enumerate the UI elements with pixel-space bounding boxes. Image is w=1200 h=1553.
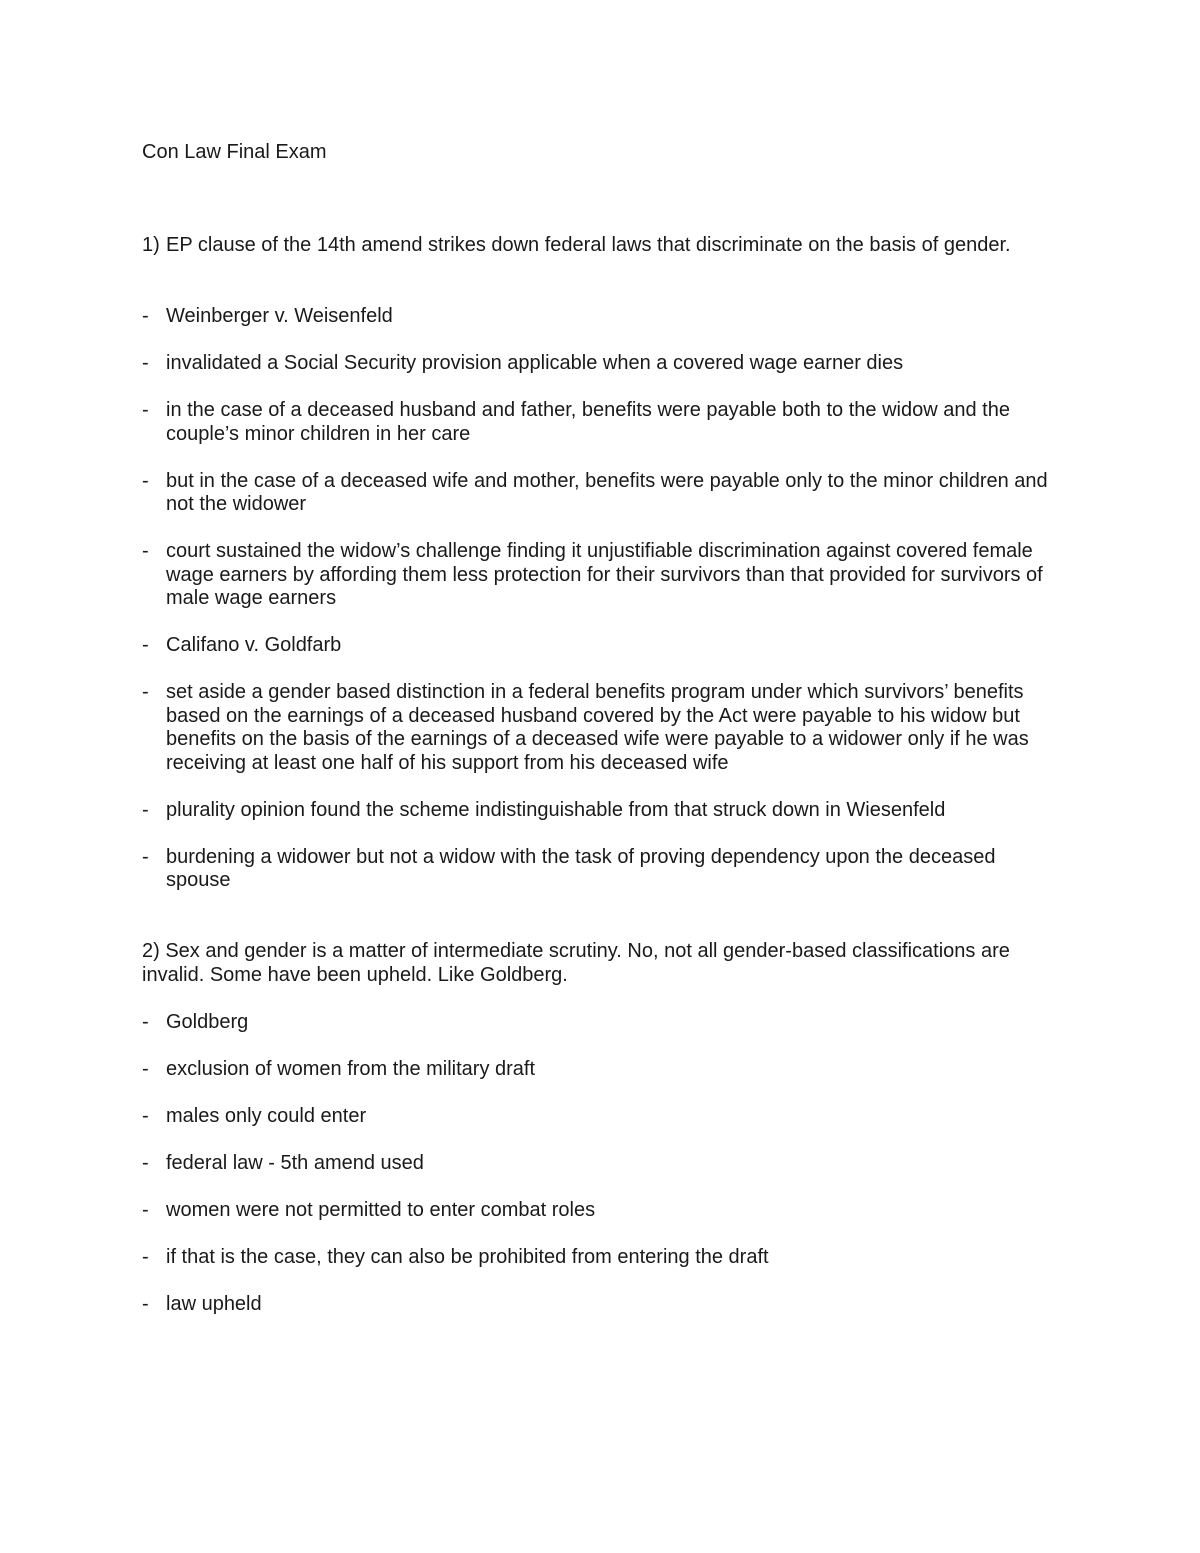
list-item — [142, 799, 1062, 823]
list-item — [142, 540, 1062, 611]
dash-marker: - — [142, 399, 149, 421]
dash-marker: - — [142, 798, 149, 821]
question-1-text: EP clause of the 14th amend strikes down federal laws that discriminate on the basis of gender. — [166, 234, 1011, 256]
question-1-number: 1) — [142, 234, 160, 256]
dash-marker: - — [142, 352, 149, 374]
dash-marker: - — [142, 845, 149, 868]
question-1 — [142, 234, 1042, 258]
dash-marker: - — [142, 540, 149, 562]
list-item — [142, 1199, 1062, 1223]
dash-marker: - — [142, 469, 149, 492]
list-item — [142, 1246, 1062, 1270]
dash-marker: - — [142, 681, 149, 703]
list-item — [142, 305, 1062, 329]
list-item-text: law upheld — [166, 1293, 262, 1315]
list-item — [142, 1058, 1062, 1082]
list-item-text: set aside a gender based distinction in a federal benefits program under which survivors’ benefits based on the earnings of a deceased husband covered by the Act were payable to his widow but benefits on the basis of the earnings of a deceased wife were payable to a widower only if he was receiving at least one half of his support from his deceased wife — [166, 681, 1029, 774]
dash-marker: - — [142, 1058, 149, 1080]
list-item — [142, 1011, 1062, 1035]
list-item — [142, 352, 1062, 376]
document-title: Con Law Final Exam — [142, 141, 327, 163]
list-item-text: exclusion of women from the military draft — [166, 1058, 536, 1080]
list-item — [142, 846, 1062, 893]
section-2-bullet-list — [142, 1011, 1062, 1317]
list-item-text: Goldberg — [166, 1011, 249, 1033]
list-item — [142, 1105, 1062, 1129]
dash-marker: - — [142, 1293, 149, 1315]
list-item-text: but in the case of a deceased wife and mother, benefits were payable only to the minor children and not the widower — [166, 469, 1048, 515]
list-item-text: in the case of a deceased husband and father, benefits were payable both to the widow and the couple’s minor children in her care — [166, 399, 1010, 445]
list-item-text: if that is the case, they can also be prohibited from entering the draft — [166, 1246, 769, 1268]
list-item — [142, 470, 1062, 517]
list-item-text: court sustained the widow’s challenge finding it unjustifiable discrimination against covered female wage earners by affording them less protection for their survivors than that provided for survivors of male wage earners — [166, 540, 1043, 609]
dash-marker: - — [142, 1105, 149, 1127]
dash-marker: - — [142, 1011, 149, 1033]
list-item — [142, 681, 1062, 775]
list-item — [142, 399, 1062, 446]
dash-marker: - — [142, 634, 149, 656]
list-item — [142, 1152, 1062, 1176]
dash-marker: - — [142, 1246, 149, 1268]
list-item-text: males only could enter — [166, 1105, 367, 1127]
list-item-text: federal law - 5th amend used — [166, 1152, 424, 1174]
list-item-text: Weinberger v. Weisenfeld — [166, 305, 393, 327]
section-1-bullet-list — [142, 305, 1062, 893]
list-item-text: burdening a widower but not a widow with the task of proving dependency upon the deceased spouse — [166, 845, 996, 891]
list-item — [142, 634, 1062, 658]
list-item-text: women were not permitted to enter combat roles — [166, 1199, 596, 1221]
dash-marker: - — [142, 305, 149, 327]
dash-marker: - — [142, 1199, 149, 1221]
list-item-text: invalidated a Social Security provision applicable when a covered wage earner dies — [166, 352, 904, 374]
list-item — [142, 1293, 1062, 1317]
list-item-text: plurality opinion found the scheme indistinguishable from that struck down in Wiesenfeld — [166, 798, 946, 821]
list-item-text: Califano v. Goldfarb — [166, 634, 342, 656]
dash-marker: - — [142, 1152, 149, 1174]
question-2-paragraph: 2) Sex and gender is a matter of intermediate scrutiny. No, not all gender-based classifications are invalid. Some have been upheld. Like Goldberg. — [142, 940, 1010, 986]
